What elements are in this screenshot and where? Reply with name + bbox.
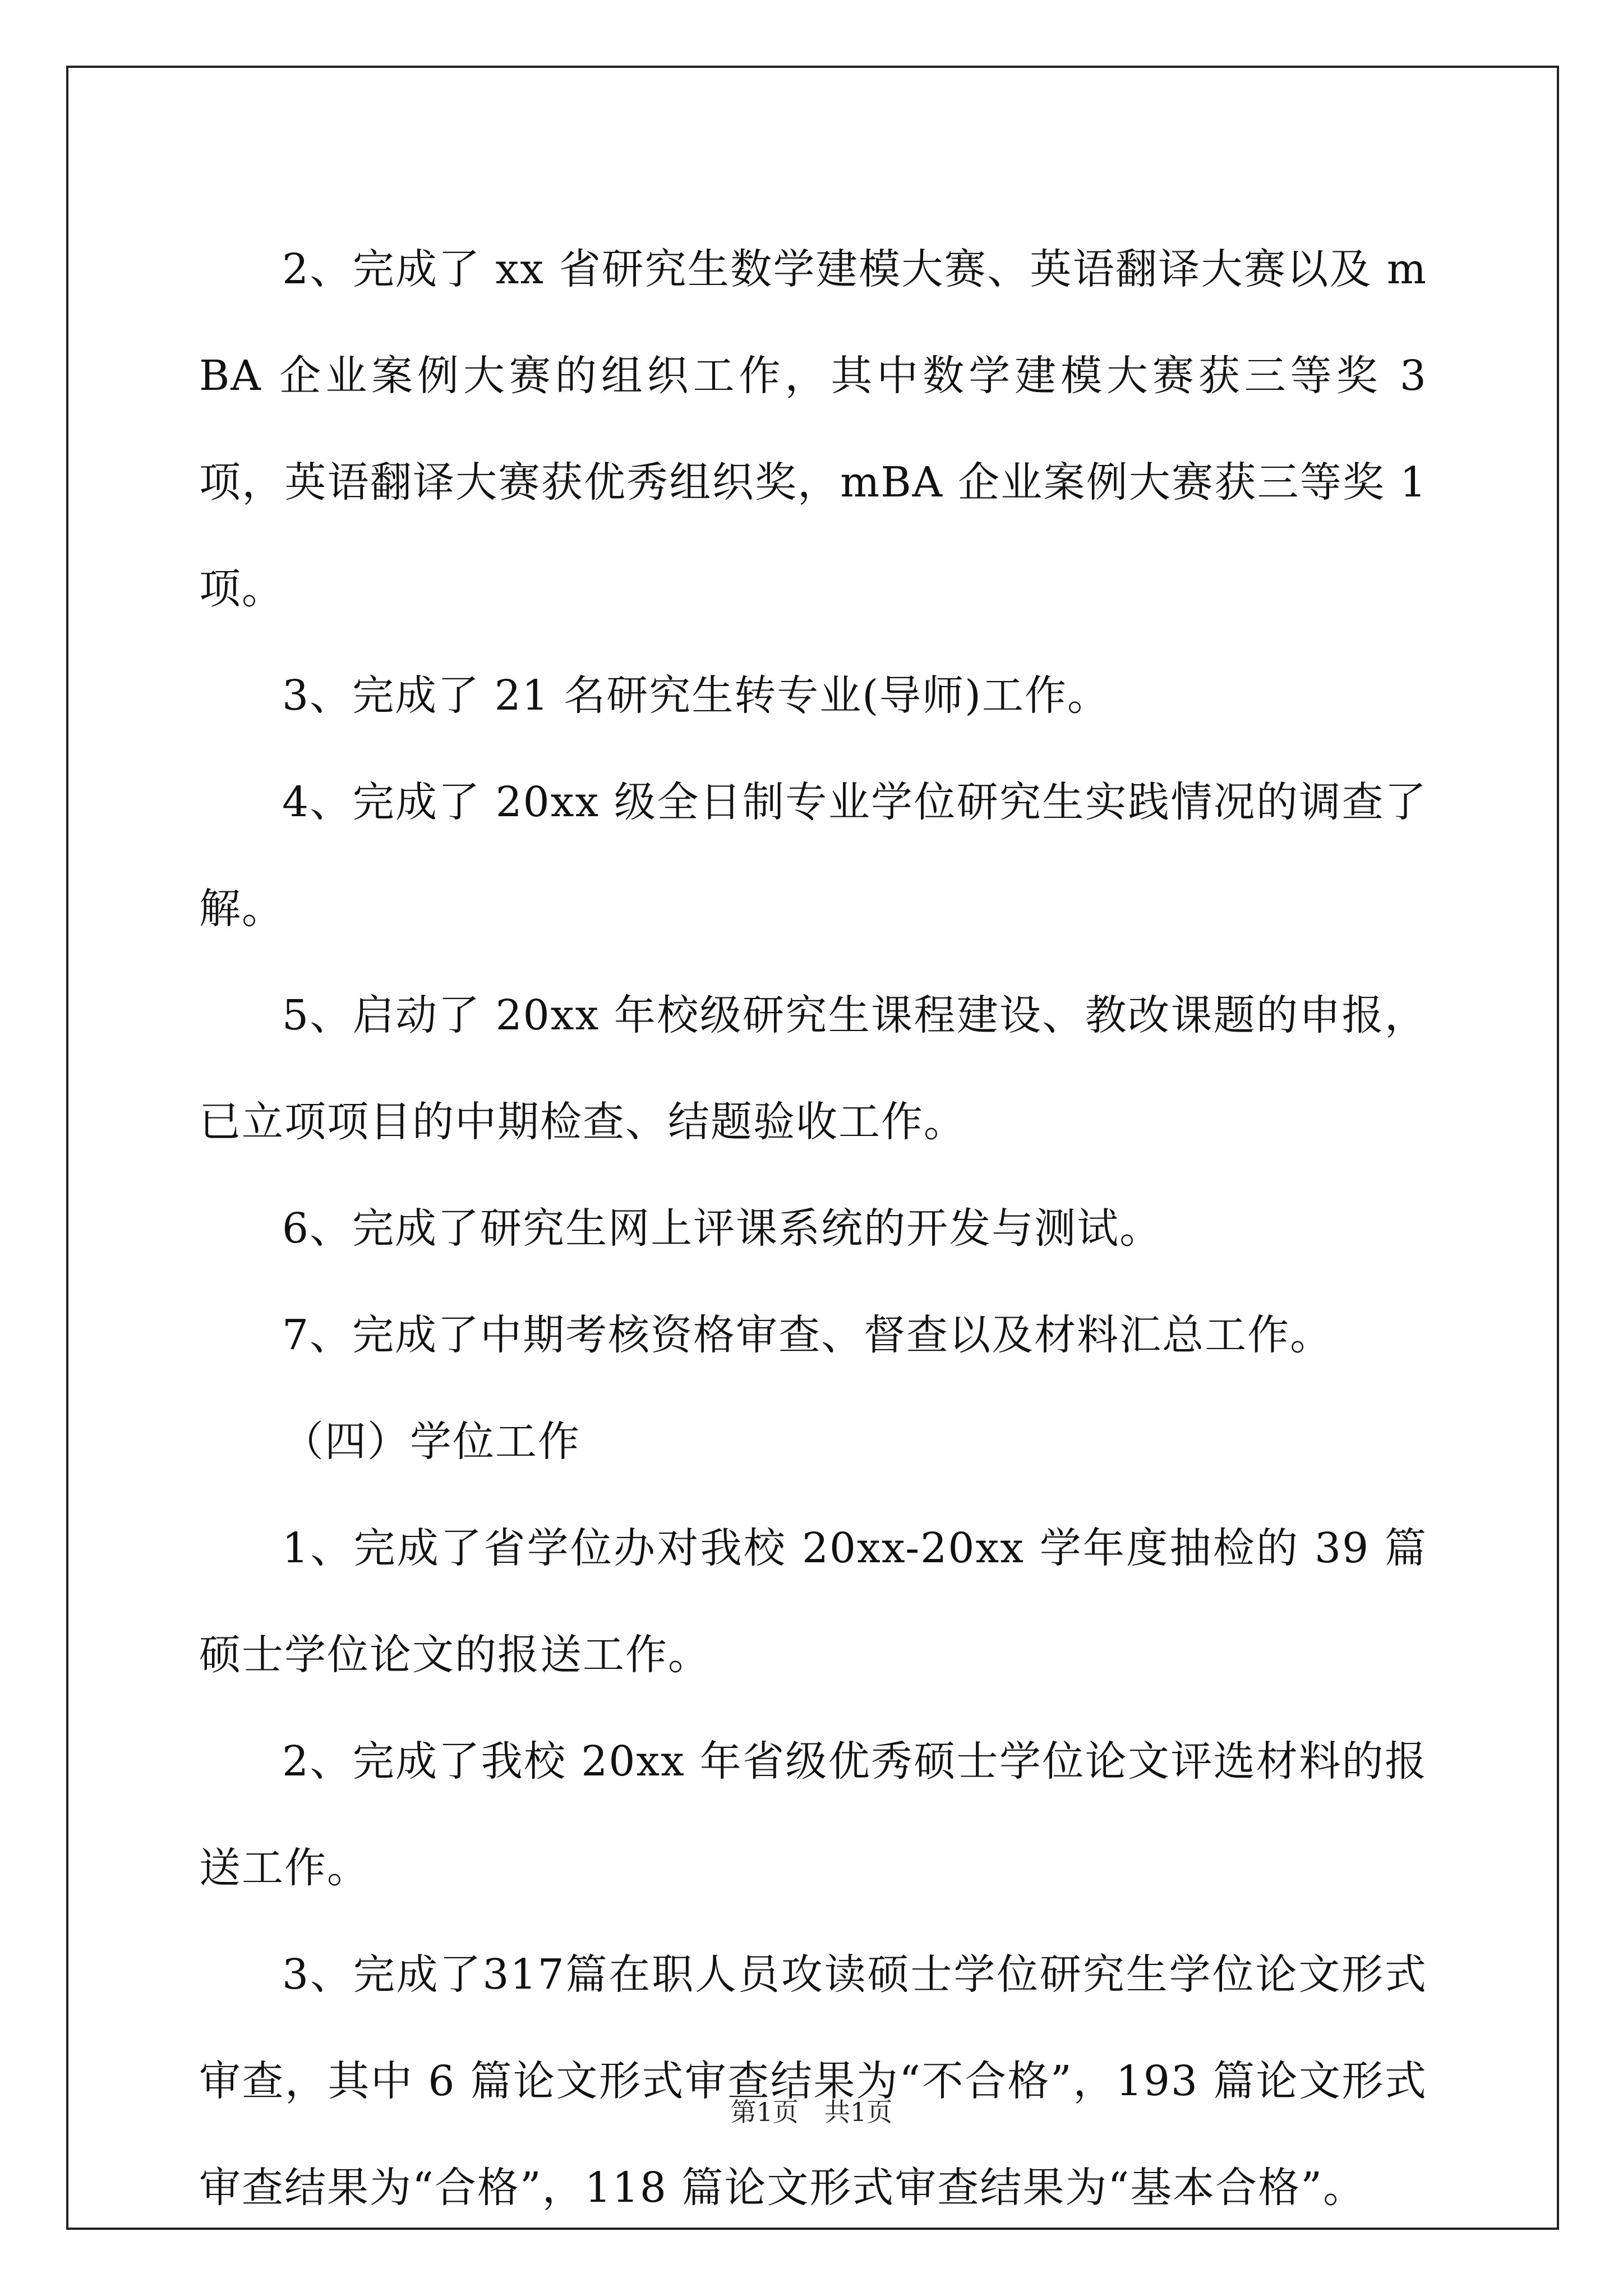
paragraph-9: 3、完成了317篇在职人员攻读硕士学位研究生学位论文形式审查，其中 6 篇论文形式审查结果为“不合格”，193 篇论文形式审查结果为“合格”，118 篇论文形式审查结果为“基本合格”。 <box>199 1950 1427 2212</box>
page-number: 第1页 共1页 <box>730 2097 893 2127</box>
paragraph-3: 4、完成了 20xx 级全日制专业学位研究生实践情况的调查了解。 <box>199 778 1427 933</box>
document-body <box>199 216 1427 2241</box>
paragraph-5: 6、完成了研究生网上评课系统的开发与测试。 <box>282 1204 1163 1253</box>
paragraph-2: 3、完成了 21 名研究生转专业(导师)工作。 <box>282 671 1110 720</box>
paragraph-8: 2、完成了我校 20xx 年省级优秀硕士学位论文评选材料的报送工作。 <box>199 1737 1427 1892</box>
paragraph-1: 2、完成了 xx 省研究生数学建模大赛、英语翻译大赛以及 mBA 企业案例大赛的组织工作，其中数学建模大赛获三等奖 3 项，英语翻译大赛获优秀组织奖，mBA 企业案例大赛获三等奖 1 项。 <box>199 245 1427 613</box>
paragraph-6: 7、完成了中期考核资格审查、督查以及材料汇总工作。 <box>282 1311 1333 1359</box>
paragraph-7: 1、完成了省学位办对我校 20xx-20xx 学年度抽检的 39 篇硕士学位论文的报送工作。 <box>199 1524 1427 1679</box>
section-heading-degree-work: （四）学位工作 <box>282 1418 580 1466</box>
paragraph-4: 5、启动了 20xx 年校级研究生课程建设、教改课题的申报，已立项项目的中期检查、结题验收工作。 <box>199 991 1427 1146</box>
